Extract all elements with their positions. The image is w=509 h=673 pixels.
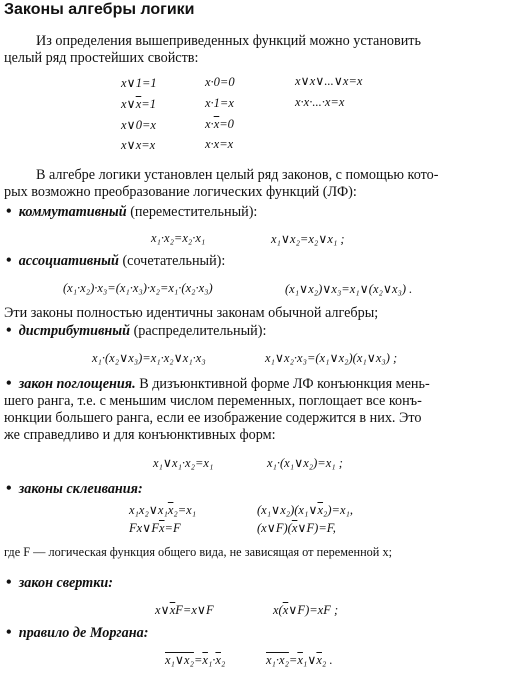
laws-intro-line-1: В алгебре логики установлен целый ряд законов, с помощью кото-: [36, 167, 439, 183]
property-3: x∨0=x: [121, 118, 156, 132]
law-name-demorgan: правило де Моргана:: [18, 625, 149, 641]
formula-gluing-3: $Fx\vee F\overline{x}=F$: [129, 521, 181, 535]
property-8: x·x=x: [205, 137, 234, 151]
formula-commutative-1: x₁·x₂=x₂·x₁: [151, 231, 206, 245]
where-note: где F — логическая функция общего вида, не зависящая от переменной x;: [4, 545, 393, 559]
property-5: x·0=0: [205, 75, 235, 89]
formula-associative-1: (x₁·x₂)·x₃=(x₁·x₃)·x₂=x₁·(x₂·x₃): [63, 281, 213, 295]
bullet-absorption: • закон поглощения. В дизъюнктивной форме ЛФ конъюнкция мень-: [6, 375, 430, 392]
property-10: x·x·...·x=x: [295, 95, 345, 109]
absorption-line-4: же справедливо и для конъюнктивных форм:: [4, 427, 276, 443]
bullet-demorgan: • правило де Моргана:: [6, 624, 149, 641]
law-note-commutative: (переместительный):: [130, 204, 258, 220]
page-title: Законы алгебры логики: [4, 1, 195, 18]
absorption-line-2: шего ранга, т.е. с меньшим числом переменных, поглощает все конъ-: [4, 393, 422, 409]
bullet-commutative: • коммутативный (переместительный):: [6, 203, 258, 220]
absorption-line-3: юнкции большего ранга, если ее изображение содержится в них. Это: [4, 410, 422, 426]
formula-associative-2: (x₁∨x₂)∨x₃=x₁∨(x₂∨x₃) .: [285, 282, 413, 296]
bullet-associative: • ассоциативный (сочетательный):: [6, 252, 226, 269]
formula-gluing-1: $x_1x_2\vee x_1\overline{x}_2=x_1$: [129, 503, 197, 517]
intro-line-2: целый ряд простейших свойств:: [4, 50, 199, 66]
bullet-gluing: • законы склеивания:: [6, 480, 143, 497]
formula-gluing-2: $(x_1\vee x_2)(x_1\vee\overline{x}_2)=x_1$,: [257, 503, 353, 517]
formula-distributive-1: x₁·(x₂∨x₃)=x₁·x₂∨x₁·x₃: [92, 351, 206, 365]
law-note-distributive: (распределительный):: [133, 323, 267, 339]
formula-demorgan-2: $x_1\cdot x_2=\overline{x}_1\vee\overline{x}_2$ .: [266, 653, 333, 667]
bullet-distributive: • дистрибутивный (распределительный):: [6, 322, 267, 339]
bullet-folding: • закон свертки:: [6, 574, 114, 591]
formula-distributive-2: x₁∨x₂·x₃=(x₁∨x₂)(x₁∨x₃) ;: [265, 351, 398, 365]
laws-intro-line-2: рых возможно преобразование логических функций (ЛФ):: [4, 184, 357, 200]
identical-note: Эти законы полностью идентичны законам обычной алгебры;: [4, 305, 379, 321]
property-1: x∨1=1: [121, 76, 157, 90]
formula-demorgan-1: $x_1\vee x_2=\overline{x}_1\cdot\overline{x}_2$: [165, 653, 226, 667]
property-4: x∨x=x: [121, 138, 156, 152]
property-7: $x\cdot\overline{x}=0$: [205, 117, 234, 131]
absorption-line-1: В дизъюнктивной форме ЛФ конъюнкция мень-: [139, 376, 430, 392]
intro-line-1: Из определения вышеприведенных функций можно установить: [36, 33, 421, 49]
law-note-associative: (сочетательный):: [122, 253, 226, 269]
law-name-absorption: закон поглощения.: [18, 376, 136, 392]
law-name-folding: закон свертки:: [18, 575, 114, 591]
law-name-associative: ассоциативный: [18, 253, 119, 269]
property-2: $x\vee\overline{x}=1$: [121, 97, 156, 111]
law-name-distributive: дистрибутивный: [18, 323, 131, 339]
property-9: x∨x∨...∨x=x: [295, 74, 363, 88]
property-6: x·1=x: [205, 96, 234, 110]
formula-folding-2: $x(\overline{x}\vee F)=xF$ ;: [273, 603, 339, 617]
formula-absorption-1: x₁∨x₁·x₂=x₁: [153, 456, 214, 470]
formula-absorption-2: x₁·(x₁∨x₂)=x₁ ;: [267, 456, 343, 470]
law-name-commutative: коммутативный: [18, 204, 127, 220]
formula-commutative-2: x₁∨x₂=x₂∨x₁ ;: [271, 232, 345, 246]
formula-gluing-4: $(x\vee F)(\overline{x}\vee F)=F$,: [257, 521, 336, 535]
formula-folding-1: $x\vee\overline{x}F=x\vee F$: [155, 603, 214, 617]
law-name-gluing: законы склеивания:: [18, 481, 143, 497]
